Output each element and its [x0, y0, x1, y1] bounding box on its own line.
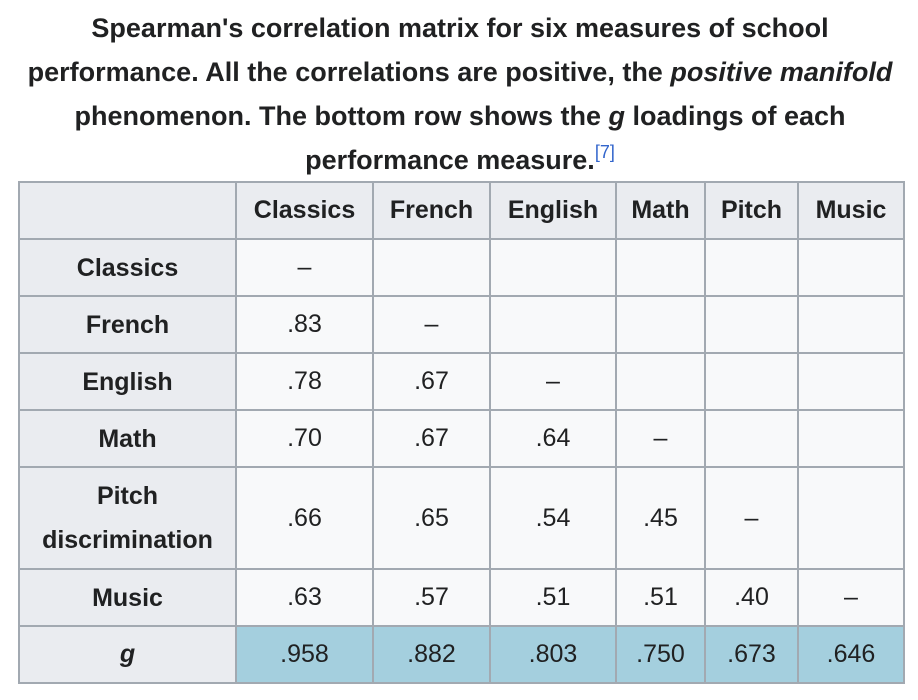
- table-cell: .51: [616, 569, 705, 626]
- table-caption: [18, 6, 902, 182]
- table-cell: –: [616, 410, 705, 467]
- table-cell: .70: [236, 410, 373, 467]
- g-loading-cell: .750: [616, 626, 705, 683]
- corner-cell: [19, 182, 236, 239]
- table-cell: .83: [236, 296, 373, 353]
- table-cell: .40: [705, 569, 798, 626]
- table-cell: [705, 353, 798, 410]
- table-cell: [705, 239, 798, 296]
- table-cell: –: [236, 239, 373, 296]
- g-loading-cell: .958: [236, 626, 373, 683]
- table-cell: –: [798, 569, 904, 626]
- table-cell: .51: [490, 569, 616, 626]
- g-loading-cell: .882: [373, 626, 490, 683]
- row-header-english: English: [19, 353, 236, 410]
- table-cell: [798, 239, 904, 296]
- row-header-french: French: [19, 296, 236, 353]
- g-loading-cell: .673: [705, 626, 798, 683]
- g-loadings-row: [19, 626, 904, 683]
- caption-text-3: loadings of each performance measure.: [305, 101, 846, 175]
- table-cell: [490, 296, 616, 353]
- row-header-music: Music: [19, 569, 236, 626]
- caption-italic-term: positive manifold: [670, 57, 893, 87]
- table-cell: [798, 467, 904, 569]
- row-header-classics: Classics: [19, 239, 236, 296]
- column-header-french: French: [373, 182, 490, 239]
- g-loading-cell: .646: [798, 626, 904, 683]
- table-row: [19, 569, 904, 626]
- table-cell: [705, 410, 798, 467]
- table-cell: .65: [373, 467, 490, 569]
- table-cell: .45: [616, 467, 705, 569]
- caption-text-2: phenomenon. The bottom row shows the: [74, 101, 609, 131]
- caption-italic-g: g: [608, 101, 625, 131]
- table-cell: .66: [236, 467, 373, 569]
- table-cell: [798, 296, 904, 353]
- table-cell: –: [705, 467, 798, 569]
- row-header-math: Math: [19, 410, 236, 467]
- table-cell: [616, 239, 705, 296]
- table-cell: .54: [490, 467, 616, 569]
- table-cell: .63: [236, 569, 373, 626]
- table-cell: –: [373, 296, 490, 353]
- table-cell: [373, 239, 490, 296]
- table-cell: .57: [373, 569, 490, 626]
- column-header-english: English: [490, 182, 616, 239]
- table-cell: .78: [236, 353, 373, 410]
- table-cell: .67: [373, 353, 490, 410]
- table-row: [19, 353, 904, 410]
- column-header-classics: Classics: [236, 182, 373, 239]
- table-cell: –: [490, 353, 616, 410]
- table-cell: .67: [373, 410, 490, 467]
- table-row: [19, 239, 904, 296]
- correlation-matrix-table: [18, 181, 905, 684]
- row-header-g: g: [19, 626, 236, 683]
- header-row: [19, 182, 904, 239]
- table-row: [19, 467, 904, 569]
- column-header-math: Math: [616, 182, 705, 239]
- g-loading-cell: .803: [490, 626, 616, 683]
- table-row: [19, 296, 904, 353]
- table-cell: .64: [490, 410, 616, 467]
- row-header-pitch-discrimination: Pitch discrimination: [19, 467, 236, 569]
- table-cell: [616, 353, 705, 410]
- table-row: [19, 410, 904, 467]
- column-header-music: Music: [798, 182, 904, 239]
- table-cell: [705, 296, 798, 353]
- reference-link[interactable]: [7]: [594, 142, 615, 162]
- table-cell: [798, 353, 904, 410]
- caption-text-1: Spearman's correlation matrix for six measures of school performance. All the correlations are positive, the: [27, 13, 829, 87]
- table-cell: [798, 410, 904, 467]
- table-cell: [616, 296, 705, 353]
- table-cell: [490, 239, 616, 296]
- column-header-pitch: Pitch: [705, 182, 798, 239]
